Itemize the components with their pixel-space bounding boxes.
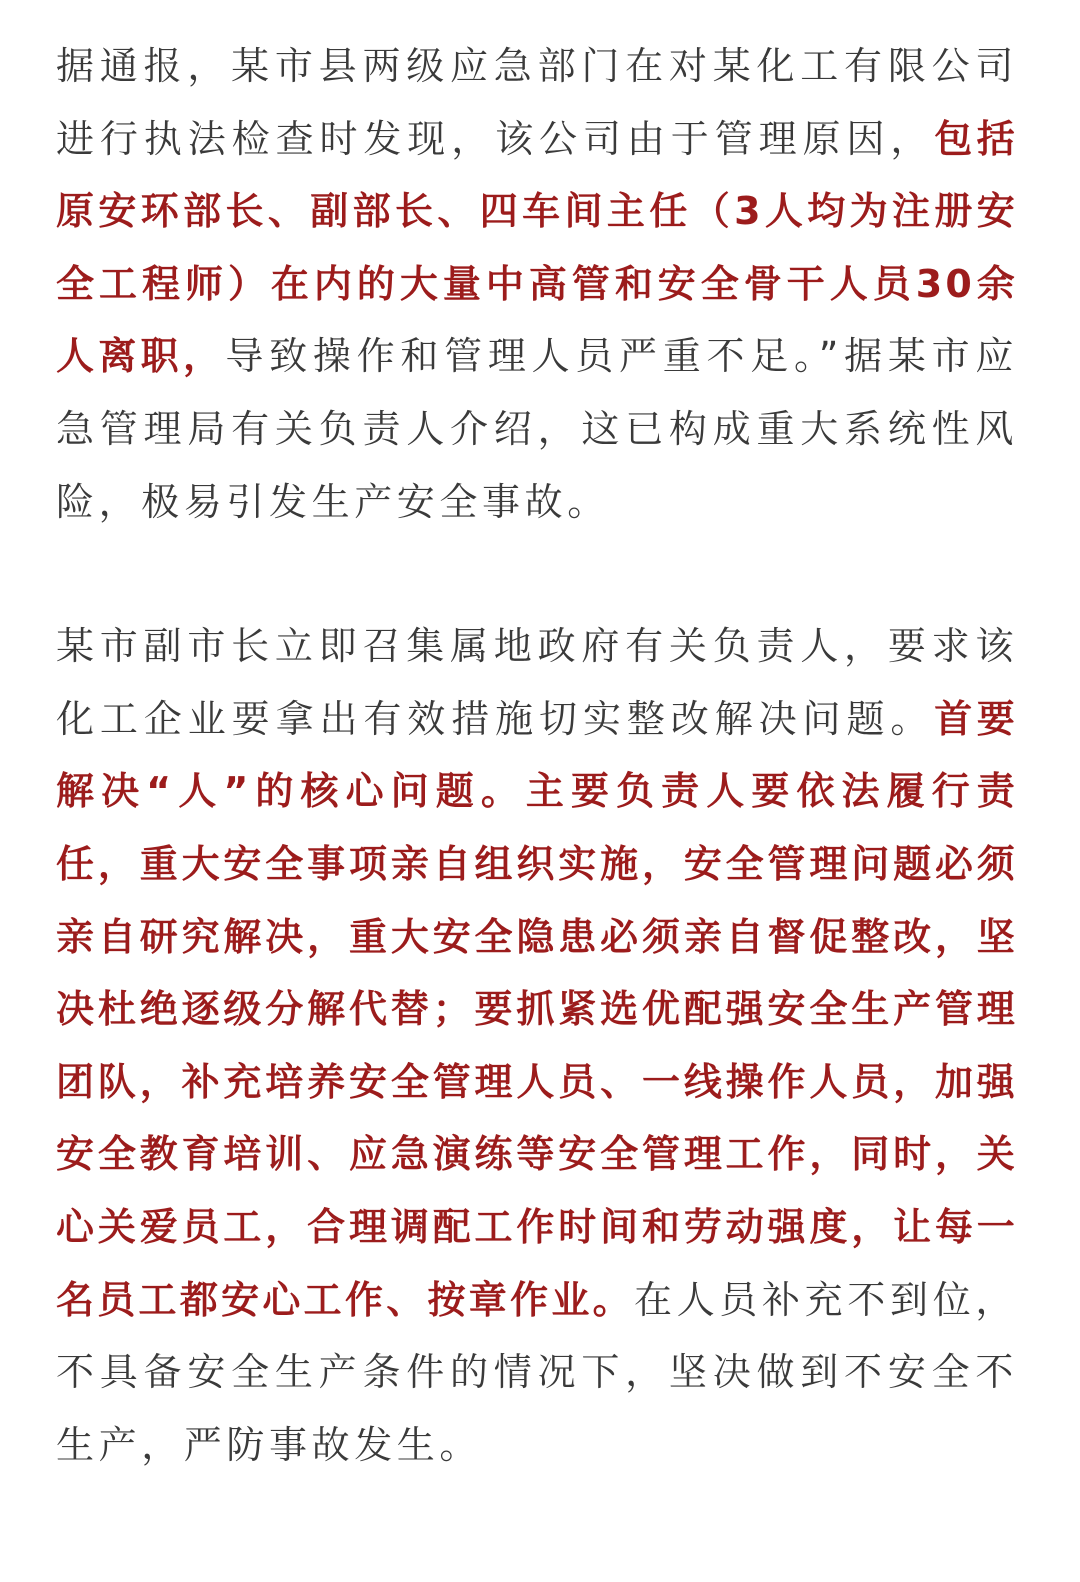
paragraph-1 [56,30,1018,538]
paragraph-2-highlight: 首要解决“人”的核心问题。主要负责人要依法履行责任，重大安全事项亲自组织实施，安全管理问题必须亲自研究解决，重大安全隐患必须亲自督促整改，坚决杜绝逐级分解代替；要抓紧选优配强安全生产管理团队，补充培养安全管理人员、一线操作人员，加强安全教育培训、应急演练等安全管理工作，同时，关心关爱员工，合理调配工作时间和劳动强度，让每一名员工都安心工作、按章作业。 [56,696,1018,1322]
paragraph-1-highlight: 包括原安环部长、副部长、四车间主任（3人均为注册安全工程师）在内的大量中高管和安全骨干人员30余人离职， [56,116,1018,379]
article-body [56,30,1018,1481]
paragraph-1-text-1: 据通报，某市县两级应急部门在对某化工有限公司进行执法检查时发现，该公司由于管理原因， [56,44,1018,161]
paragraph-2-text-2: 在人员补充不到位，不具备安全生产条件的情况下，坚决做到不安全不生产，严防事故发生。 [56,1277,1018,1467]
paragraph-2-text-1: 某市副市长立即召集属地政府有关负责人，要求该化工企业要拿出有效措施切实整改解决问题。 [56,624,1018,741]
paragraph-2 [56,610,1018,1481]
paragraph-1-text-2: 导致操作和管理人员严重不足。”据某市应急管理局有关负责人介绍，这已构成重大系统性风险，极易引发生产安全事故。 [56,334,1018,524]
